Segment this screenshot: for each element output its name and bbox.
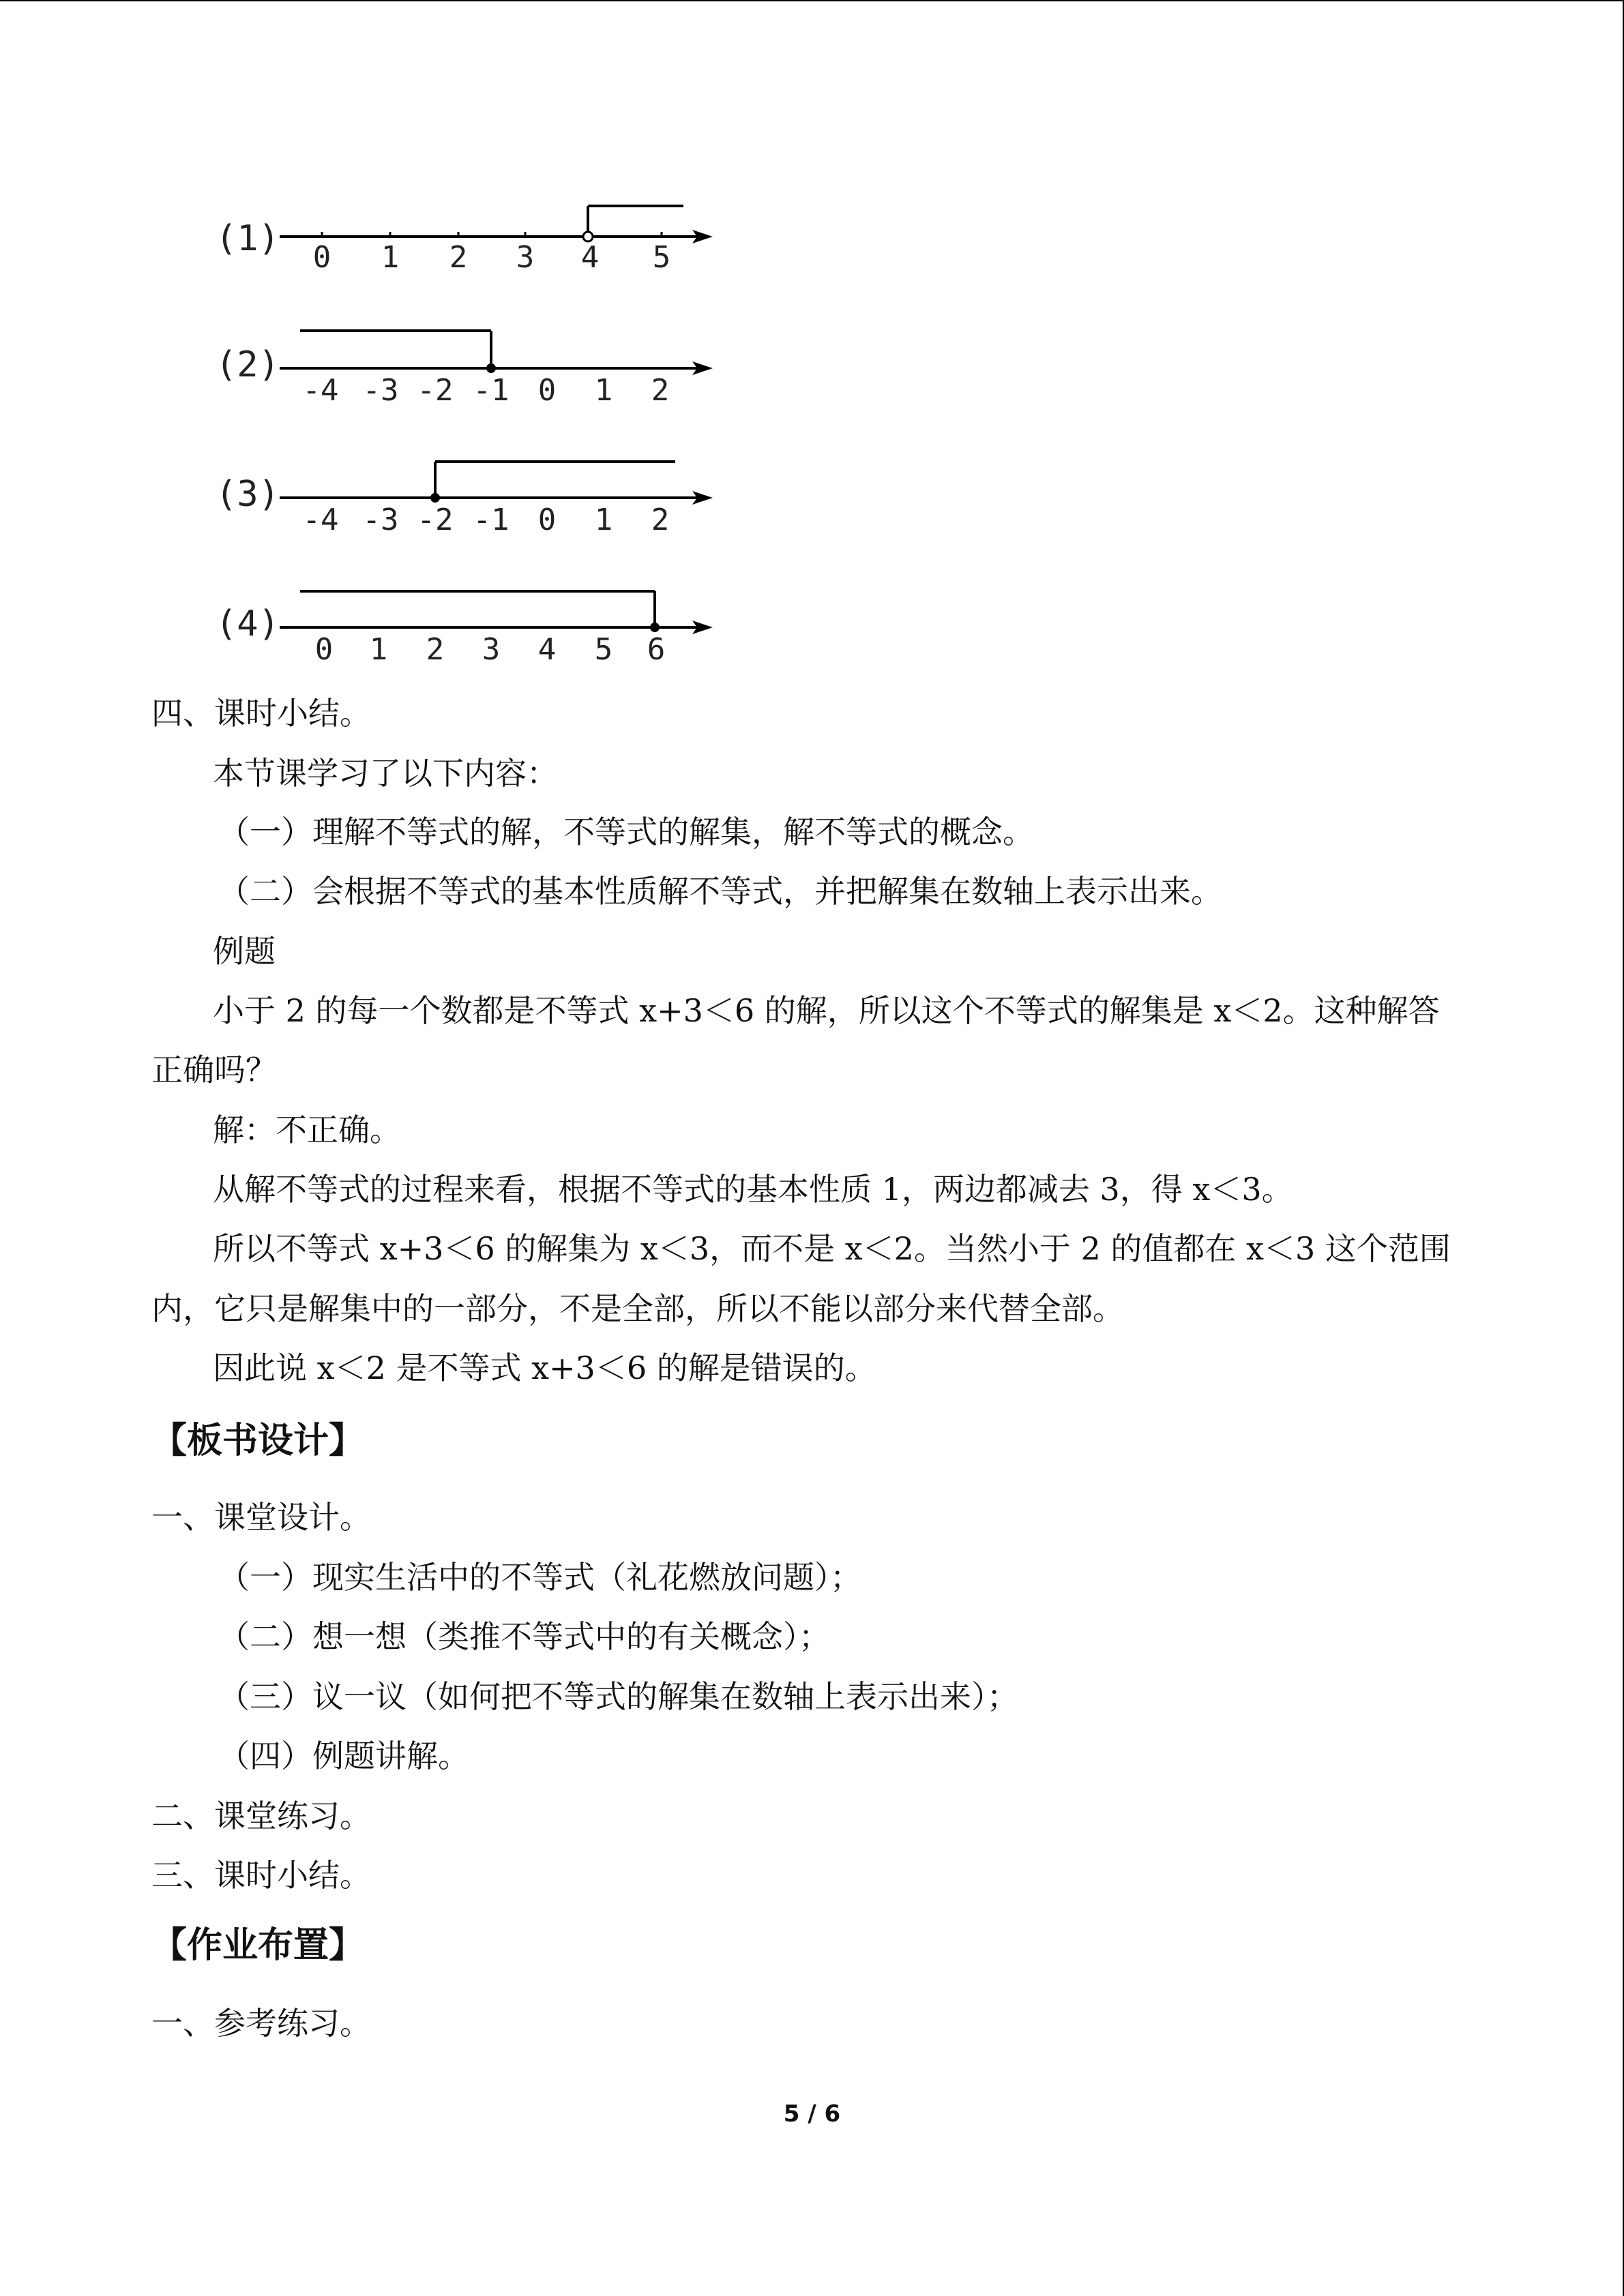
board-line-2: 二、课堂练习。 bbox=[151, 1798, 371, 1834]
number-line-svg bbox=[205, 184, 750, 286]
board-line-1d: （四）例题讲解。 bbox=[218, 1738, 469, 1774]
tick-label: 0 bbox=[537, 373, 557, 408]
summary-item-2: （二）会根据不等式的基本性质解不等式，并把解集在数轴上表示出来。 bbox=[218, 873, 1222, 910]
tick-label: 4 bbox=[580, 240, 600, 275]
tick-label: 2 bbox=[426, 632, 445, 667]
tick-label: 6 bbox=[647, 632, 666, 667]
number-line-4 bbox=[205, 576, 750, 679]
number-line-svg bbox=[205, 447, 750, 549]
tick-label: -4 bbox=[302, 373, 339, 408]
tick-label: -1 bbox=[473, 373, 510, 408]
tick-label: 2 bbox=[651, 373, 670, 408]
number-line-svg bbox=[205, 317, 750, 419]
tick-label: 0 bbox=[312, 240, 331, 275]
tick-label: -3 bbox=[362, 373, 399, 408]
tick-label: 3 bbox=[516, 240, 535, 275]
tick-label: 0 bbox=[314, 632, 334, 667]
answer-line: 解：不正确。 bbox=[213, 1112, 401, 1148]
number-line-label: (1) bbox=[216, 218, 280, 259]
answer-paragraph-2-line-1: 所以不等式 x+3＜6 的解集为 x＜3，而不是 x＜2。当然小于 2 的值都在 x＜3 这个范围 bbox=[213, 1230, 1451, 1267]
number-line-label: (2) bbox=[216, 344, 280, 385]
tick-label: 1 bbox=[369, 632, 388, 667]
number-line-2 bbox=[205, 317, 750, 419]
tick-label: -1 bbox=[473, 503, 510, 537]
closed-point bbox=[430, 493, 440, 503]
homework-line-1: 一、参考练习。 bbox=[151, 2005, 371, 2042]
board-line-1a: （一）现实生活中的不等式（礼花燃放问题）； bbox=[218, 1559, 861, 1596]
closed-point bbox=[486, 363, 496, 373]
answer-paragraph-2-line-2: 内，它只是解集中的一部分，不是全部，所以不能以部分来代替全部。 bbox=[151, 1290, 1124, 1327]
number-line-1 bbox=[205, 184, 750, 286]
tick-label: 1 bbox=[594, 503, 613, 537]
summary-intro: 本节课学习了以下内容： bbox=[213, 755, 558, 792]
example-question-line-2: 正确吗？ bbox=[151, 1052, 277, 1088]
tick-label: 0 bbox=[537, 503, 557, 537]
board-line-3: 三、课时小结。 bbox=[151, 1857, 371, 1894]
number-line-label: (4) bbox=[216, 603, 280, 644]
homework-heading: 【作业布置】 bbox=[151, 1925, 365, 1966]
tick-label: -2 bbox=[417, 503, 454, 537]
page-number: 5 / 6 bbox=[783, 2100, 841, 2128]
number-line-3 bbox=[205, 447, 750, 549]
answer-paragraph-1: 从解不等式的过程来看，根据不等式的基本性质 1，两边都减去 3，得 x＜3。 bbox=[213, 1171, 1293, 1208]
answer-paragraph-3: 因此说 x＜2 是不等式 x+3＜6 的解是错误的。 bbox=[213, 1350, 876, 1386]
tick-label: 4 bbox=[537, 632, 557, 667]
board-line-1b: （二）想一想（类推不等式中的有关概念）； bbox=[218, 1618, 830, 1655]
tick-label: 5 bbox=[594, 632, 613, 667]
example-title: 例题 bbox=[213, 933, 276, 970]
number-line-label: (3) bbox=[216, 474, 280, 515]
tick-label: 5 bbox=[652, 240, 671, 275]
section-heading-summary: 四、课时小结。 bbox=[151, 695, 371, 732]
example-question-line-1: 小于 2 的每一个数都是不等式 x+3＜6 的解，所以这个不等式的解集是 x＜2。这种解答 bbox=[213, 992, 1440, 1029]
board-design-heading: 【板书设计】 bbox=[151, 1420, 365, 1461]
summary-item-1: （一）理解不等式的解，不等式的解集，解不等式的概念。 bbox=[218, 814, 1034, 850]
tick-label: -3 bbox=[362, 503, 399, 537]
number-line-svg bbox=[205, 576, 750, 679]
tick-label: 3 bbox=[482, 632, 501, 667]
tick-label: 1 bbox=[594, 373, 613, 408]
tick-label: 2 bbox=[651, 503, 670, 537]
board-line-1: 一、课堂设计。 bbox=[151, 1499, 371, 1536]
closed-point bbox=[650, 623, 660, 632]
tick-label: -2 bbox=[417, 373, 454, 408]
board-line-1c: （三）议一议（如何把不等式的解集在数轴上表示出来）； bbox=[218, 1678, 1018, 1715]
tick-label: 2 bbox=[449, 240, 468, 275]
tick-label: -4 bbox=[302, 503, 339, 537]
tick-label: 1 bbox=[381, 240, 400, 275]
